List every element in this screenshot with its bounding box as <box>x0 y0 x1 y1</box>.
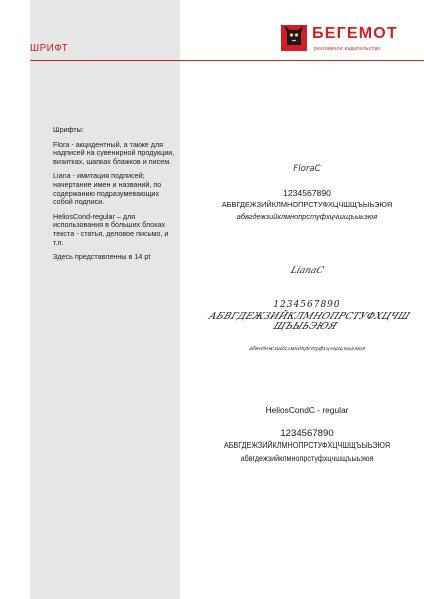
liana-specimen <box>190 266 424 366</box>
brand-name: БЕГЕМОТ <box>312 25 398 42</box>
helios-description: HeliosCond-regular – для использования в больших блоках текста - статья, деловое письмо, и т.п. <box>53 211 169 247</box>
flora-font-name: FloraC <box>293 164 321 174</box>
fonts-description <box>53 126 178 268</box>
liana-lowercase: абвгдежзийклмнопрстуфхцчшщъыьэюя <box>247 346 367 352</box>
liana-description: Liana - имитация подписей; начертание имен и названий, по содержанию подразумевающих собой подписи. <box>53 171 162 207</box>
helios-uppercase: АБВГДЕЖЗИЙКЛМНОПРСТУФХЦЧШЩЪЫЬЭЮЯ <box>223 440 391 450</box>
flora-uppercase: АБВГДЕЖЗИЙКЛМНОПРСТУФХЦЧШЩЪЫЬЭЮЯ <box>221 200 393 209</box>
size-note: Здесь представленны в 14 pt <box>53 252 151 262</box>
helios-lowercase: абвгдежзийклмнопрстуфхцчшщъыьэюя <box>240 453 374 463</box>
helios-font-name: HeliosCondC - regular <box>265 405 349 415</box>
fonts-heading: Шрифты: <box>53 125 84 134</box>
liana-uppercase: АБВГДЕЖЗИЙКЛМНОПРСТУФХЦЧШЩЪЫЬЭЮЯ <box>206 311 412 332</box>
liana-digits: 1234567890 <box>273 300 341 310</box>
liana-font-name: LianaC <box>289 266 325 276</box>
flora-digits: 1234567890 <box>283 188 331 198</box>
header-divider <box>30 60 424 61</box>
sidebar-panel <box>30 0 180 599</box>
helios-digits: 1234567890 <box>280 428 334 439</box>
section-title: ШРИФТ <box>30 43 69 54</box>
cat-icon <box>284 23 304 47</box>
flora-description: Flora - акцидентный, а также для надписей на сувенирной продукции, визитках, шапках блажков и писем. <box>53 139 175 166</box>
brand-tagline: рекламное издательство <box>314 46 381 52</box>
flora-lowercase: абвгдежзийклмнопрстуфхцчшщъыьэюя <box>236 212 378 221</box>
brand-logo <box>281 23 401 55</box>
